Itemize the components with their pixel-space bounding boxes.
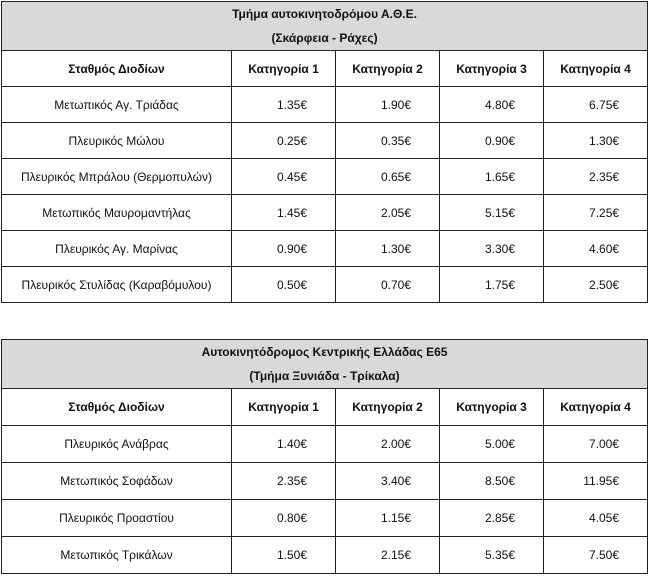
table-title-line1: Αυτοκινητόδρομος Κεντρικής Ελλάδας Ε65 <box>201 345 448 359</box>
price-category-3: 3.30€ <box>440 231 544 267</box>
header-station: Σταθμός Διοδίων <box>2 389 232 426</box>
station-name: Μετωπικός Μαυρομαντήλας <box>2 195 232 231</box>
table-title-line2: (Τμήμα Ξυνιάδα - Τρίκαλα) <box>249 369 400 383</box>
price-category-2: 2.15€ <box>336 537 440 574</box>
table-title <box>2 340 648 389</box>
toll-table-athe <box>1 1 648 303</box>
price-category-4: 2.50€ <box>544 267 648 303</box>
table-row <box>2 426 648 463</box>
price-category-4: 11.95€ <box>544 463 648 500</box>
price-category-1: 2.35€ <box>232 463 336 500</box>
header-category-1: Κατηγορία 1 <box>232 389 336 426</box>
table-title-line1: Τμήμα αυτοκινητοδρόμου Α.Θ.Ε. <box>232 7 417 21</box>
price-category-3: 0.90€ <box>440 123 544 159</box>
price-category-2: 0.35€ <box>336 123 440 159</box>
price-category-3: 5.15€ <box>440 195 544 231</box>
price-category-2: 2.00€ <box>336 426 440 463</box>
price-category-4: 7.50€ <box>544 537 648 574</box>
station-name: Πλευρικός Μπράλου (Θερμοπυλών) <box>2 159 232 195</box>
price-category-4: 7.25€ <box>544 195 648 231</box>
station-name: Μετωπικός Αγ. Τριάδας <box>2 87 232 123</box>
price-category-4: 4.05€ <box>544 500 648 537</box>
price-category-1: 1.40€ <box>232 426 336 463</box>
station-name: Μετωπικός Τρικάλων <box>2 537 232 574</box>
price-category-2: 2.05€ <box>336 195 440 231</box>
header-category-2: Κατηγορία 2 <box>336 389 440 426</box>
price-category-4: 7.00€ <box>544 426 648 463</box>
price-category-3: 1.75€ <box>440 267 544 303</box>
header-row <box>2 389 648 426</box>
price-category-4: 6.75€ <box>544 87 648 123</box>
table-row <box>2 500 648 537</box>
header-category-4: Κατηγορία 4 <box>544 389 648 426</box>
table-row <box>2 267 648 303</box>
header-row <box>2 51 648 87</box>
price-category-1: 1.35€ <box>232 87 336 123</box>
toll-table-e65 <box>1 339 648 574</box>
price-category-2: 1.15€ <box>336 500 440 537</box>
header-category-3: Κατηγορία 3 <box>440 389 544 426</box>
price-category-3: 4.80€ <box>440 87 544 123</box>
table-row <box>2 463 648 500</box>
table-row <box>2 87 648 123</box>
table-row <box>2 195 648 231</box>
price-category-3: 5.00€ <box>440 426 544 463</box>
station-name: Μετωπικός Σοφάδων <box>2 463 232 500</box>
table-row <box>2 537 648 574</box>
table-row <box>2 123 648 159</box>
price-category-2: 3.40€ <box>336 463 440 500</box>
price-category-1: 0.25€ <box>232 123 336 159</box>
price-category-3: 2.85€ <box>440 500 544 537</box>
price-category-1: 1.45€ <box>232 195 336 231</box>
table-title-line2: (Σκάρφεια - Ράχες) <box>271 31 378 45</box>
header-category-4: Κατηγορία 4 <box>544 51 648 87</box>
station-name: Πλευρικός Ανάβρας <box>2 426 232 463</box>
station-name: Πλευρικός Αγ. Μαρίνας <box>2 231 232 267</box>
price-category-3: 5.35€ <box>440 537 544 574</box>
price-category-3: 1.65€ <box>440 159 544 195</box>
price-category-1: 1.50€ <box>232 537 336 574</box>
price-category-1: 0.90€ <box>232 231 336 267</box>
header-category-3: Κατηγορία 3 <box>440 51 544 87</box>
price-category-4: 4.60€ <box>544 231 648 267</box>
price-category-2: 1.30€ <box>336 231 440 267</box>
price-category-1: 0.45€ <box>232 159 336 195</box>
station-name: Πλευρικός Μώλου <box>2 123 232 159</box>
price-category-2: 1.90€ <box>336 87 440 123</box>
header-category-1: Κατηγορία 1 <box>232 51 336 87</box>
table-row <box>2 231 648 267</box>
price-category-1: 0.80€ <box>232 500 336 537</box>
price-category-1: 0.50€ <box>232 267 336 303</box>
header-station: Σταθμός Διοδίων <box>2 51 232 87</box>
price-category-2: 0.70€ <box>336 267 440 303</box>
price-category-2: 0.65€ <box>336 159 440 195</box>
table-row <box>2 159 648 195</box>
price-category-4: 1.30€ <box>544 123 648 159</box>
price-category-4: 2.35€ <box>544 159 648 195</box>
station-name: Πλευρικός Στυλίδας (Καραβόμυλου) <box>2 267 232 303</box>
table-title <box>2 2 648 51</box>
price-category-3: 8.50€ <box>440 463 544 500</box>
header-category-2: Κατηγορία 2 <box>336 51 440 87</box>
station-name: Πλευρικός Προαστίου <box>2 500 232 537</box>
